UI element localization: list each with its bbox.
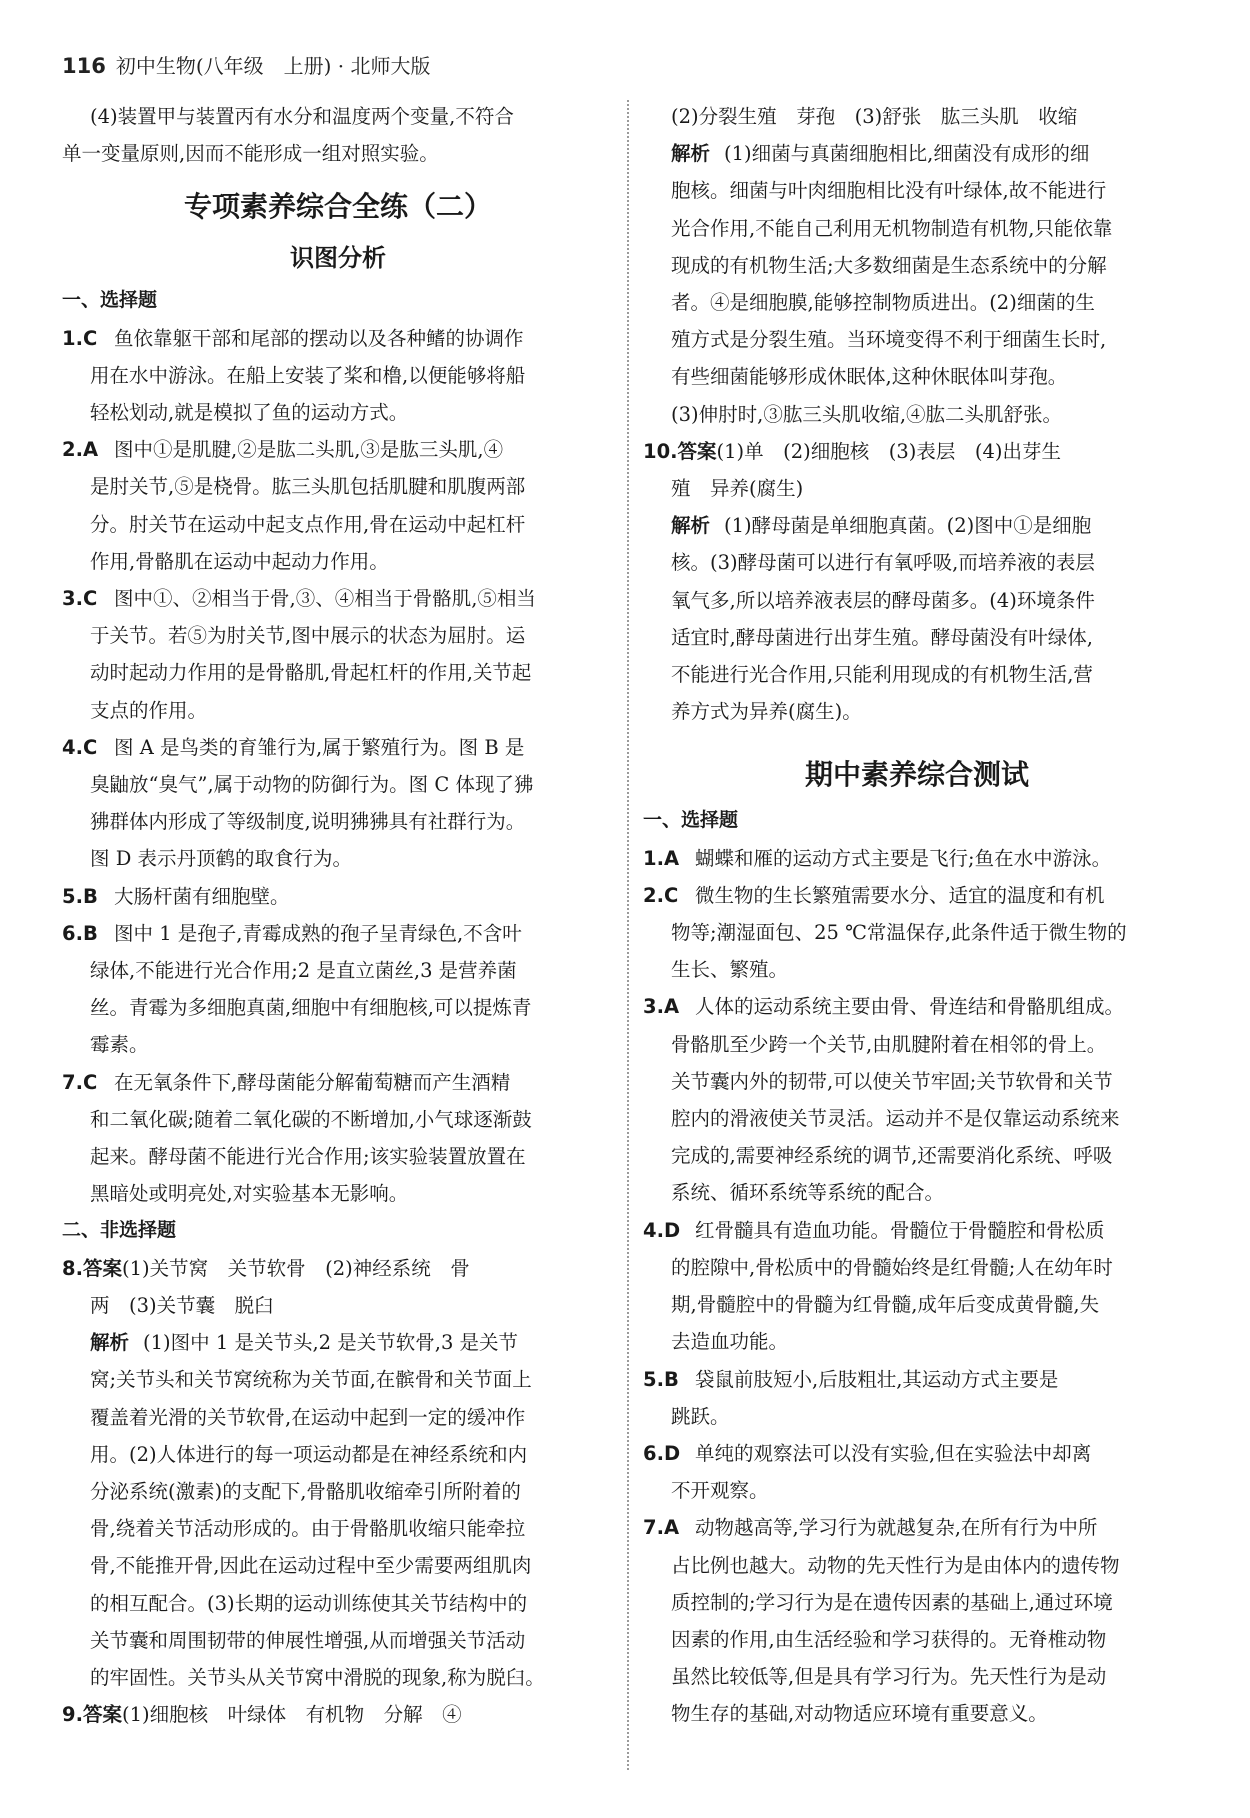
question-text: 图中①、②相当于骨,③、④相当于骨骼肌,⑤相当 [114,587,536,611]
question-number: 7.C [62,1070,98,1094]
question-text: 因素的作用,由生活经验和学习获得的。无脊椎动物 [671,1627,1107,1651]
question-9-continued [643,98,1191,433]
question-text: 红骨髓具有造血功能。骨髓位于骨髓腔和骨松质 [695,1218,1105,1242]
analysis-label: 解析 [671,142,711,166]
page-header [62,48,622,84]
book-title: 初中生物(八年级 上册) · 北师大版 [115,54,431,78]
question-4 [62,729,614,878]
analysis-label: 解析 [90,1331,130,1355]
question-text: 狒群体内形成了等级制度,说明狒狒具有社群行为。 [90,810,526,834]
question-8 [62,1250,614,1696]
question-4 [643,1212,1191,1361]
question-text: 在无氧条件下,酵母菌能分解葡萄糖而产生酒精 [114,1070,511,1094]
answer-text: 两 (3)关节囊 脱臼 [90,1293,274,1317]
question-text: 虽然比较低等,但是具有学习行为。先天性行为是动 [671,1665,1107,1689]
question-text: 支点的作用。 [90,698,208,722]
question-text: 动物越高等,学习行为就越复杂,在所有行为中所 [695,1516,1098,1540]
analysis-text: 殖方式是分裂生殖。当环境变得不利于细菌生长时, [671,328,1107,352]
question-text: 丝。青霉为多细胞真菌,细胞中有细胞核,可以提炼青 [90,996,532,1020]
analysis-text: 分泌系统(激素)的支配下,骨骼肌收缩牵引所附着的 [90,1479,521,1503]
question-6 [62,915,614,1064]
question-number: 2.C [643,883,679,907]
question-text: 物等;潮湿面包、25 ℃常温保存,此条件适于微生物的 [671,921,1127,945]
analysis-text: 核。(3)酵母菌可以进行有氧呼吸,而培养液的表层 [671,551,1095,575]
answer-text: (1)关节窝 关节软骨 (2)神经系统 骨 [121,1256,470,1280]
question-text: 骨骼肌至少跨一个关节,由肌腱附着在相邻的骨上。 [671,1032,1107,1056]
question-text: 关节囊内外的韧带,可以使关节牢固;关节软骨和关节 [671,1069,1113,1093]
question-3 [643,988,1191,1211]
question-5 [62,878,614,915]
question-text: 期,骨髓腔中的骨髓为红骨髓,成年后变成黄骨髓,失 [671,1293,1100,1317]
question-text: 生长、繁殖。 [671,958,789,982]
analysis-label: 解析 [671,514,711,538]
analysis-text: 窝;关节头和关节窝统称为关节面,在髌骨和关节面上 [90,1368,532,1392]
question-text: 去造血功能。 [671,1330,789,1354]
question-text: 占比例也越大。动物的先天性行为是由体内的遗传物 [671,1553,1120,1577]
question-text: 袋鼠前肢短小,后肢粗壮,其运动方式主要是 [695,1367,1059,1391]
question-9 [62,1696,614,1733]
question-text: 轻松划动,就是模拟了鱼的运动方式。 [90,401,409,425]
intro-line: 单一变量原则,因而不能形成一组对照实验。 [62,142,439,166]
analysis-text: 者。④是细胞膜,能够控制物质进出。(2)细菌的生 [671,291,1095,315]
analysis-text: 有些细菌能够形成休眠体,这种休眠体叫芽孢。 [671,365,1068,389]
question-text: 单纯的观察法可以没有实验,但在实验法中却离 [695,1441,1092,1465]
question-7 [62,1064,614,1213]
analysis-text: 覆盖着光滑的关节软骨,在运动中起到一定的缓冲作 [90,1405,526,1429]
analysis-text: 的牢固性。关节头从关节窝中滑脱的现象,称为脱臼。 [90,1665,545,1689]
question-text: 不开观察。 [671,1479,769,1503]
question-text: 绿体,不能进行光合作用;2 是直立菌丝,3 是营养菌 [90,959,517,983]
part-heading: 一、选择题 [643,809,739,832]
analysis-text: 胞核。细菌与叶肉细胞相比没有叶绿体,故不能进行 [671,179,1107,203]
question-2 [62,431,614,580]
analysis-text: 关节囊和周围韧带的伸展性增强,从而增强关节活动 [90,1628,526,1652]
part-heading: 二、非选择题 [62,1219,177,1242]
analysis-text: 用。(2)人体进行的每一项运动都是在神经系统和内 [90,1442,528,1466]
question-text: 臭鼬放“臭气”,属于动物的防御行为。图 C 体现了狒 [90,773,534,797]
question-text: 分。肘关节在运动中起支点作用,骨在运动中起杠杆 [90,512,526,536]
answer-text: (1)细胞核 叶绿体 有机物 分解 ④ [121,1703,462,1727]
question-text: 大肠杆菌有细胞壁。 [114,884,290,908]
answer-text: (2)分裂生殖 芽孢 (3)舒张 肱三头肌 收缩 [671,105,1078,128]
question-text: 人体的运动系统主要由骨、骨连结和骨骼肌组成。 [695,995,1125,1019]
analysis-text: 的相互配合。(3)长期的运动训练使其关节结构中的 [90,1591,528,1615]
answer-text: 殖 异养(腐生) [671,477,804,501]
answer-label: 8.答案 [62,1256,122,1280]
question-1 [62,320,614,432]
question-text: 和二氧化碳;随着二氧化碳的不断增加,小气球逐渐鼓 [90,1107,532,1131]
question-10 [643,433,1191,731]
column-divider [627,100,629,1770]
question-text: 鱼依靠躯干部和尾部的摆动以及各种鳍的协调作 [114,326,524,350]
question-number: 5.B [643,1367,679,1391]
question-text: 起来。酵母菌不能进行光合作用;该实验装置放置在 [90,1145,526,1169]
analysis-text: (1)细菌与真菌细胞相比,细菌没有成形的细 [724,142,1090,166]
question-text: 系统、循环系统等系统的配合。 [671,1181,945,1205]
analysis-text: 骨,不能推开骨,因此在运动过程中至少需要两组肌肉 [90,1554,532,1578]
question-text: 黑暗处或明亮处,对实验基本无影响。 [90,1182,409,1206]
question-1 [643,840,1191,877]
part-heading: 一、选择题 [62,289,158,312]
analysis-text: 骨,绕着关节活动形成的。由于骨骼肌收缩只能牵拉 [90,1517,526,1541]
question-number: 4.C [62,735,98,759]
question-2 [643,877,1191,989]
question-number: 1.A [643,846,680,870]
question-text: 作用,骨骼肌在运动中起动力作用。 [90,549,389,573]
answer-label: 10.答案 [643,439,717,463]
question-text: 蝴蝶和雁的运动方式主要是飞行;鱼在水中游泳。 [695,846,1112,870]
question-text: 微生物的生长繁殖需要水分、适宜的温度和有机 [695,883,1105,907]
question-text: 图中①是肌腱,②是肱二头肌,③是肱三头肌,④ [114,438,504,462]
intro-line: (4)装置甲与装置丙有水分和温度两个变量,不符合 [90,105,514,128]
answer-label: 9.答案 [62,1703,122,1727]
analysis-text: (1)酵母菌是单细胞真菌。(2)图中①是细胞 [724,514,1092,538]
section-subtitle: 识图分析 [290,244,386,273]
left-column [62,98,614,1733]
question-number: 3.C [62,587,98,611]
question-text: 腔内的滑液使关节灵活。运动并不是仅靠运动系统来 [671,1107,1120,1131]
question-number: 6.D [643,1441,681,1465]
question-text: 完成的,需要神经系统的调节,还需要消化系统、呼吸 [671,1144,1113,1168]
answer-text: (1)单 (2)细胞核 (3)表层 (4)出芽生 [716,439,1062,463]
right-column [643,98,1191,1733]
question-text: 是肘关节,⑤是桡骨。肱三头肌包括肌腱和肌腹两部 [90,475,526,499]
question-text: 质控制的;学习行为是在遗传因素的基础上,通过环境 [671,1590,1113,1614]
question-text: 图 A 是鸟类的育雏行为,属于繁殖行为。图 B 是 [114,735,525,759]
question-number: 2.A [62,438,99,462]
analysis-text: (1)图中 1 是关节头,2 是关节软骨,3 是关节 [143,1331,519,1355]
analysis-text: 光合作用,不能自己利用无机物制造有机物,只能依靠 [671,216,1113,240]
page-number: 116 [62,54,106,78]
question-6 [643,1435,1191,1509]
analysis-text: 适宜时,酵母菌进行出芽生殖。酵母菌没有叶绿体, [671,625,1093,649]
question-number: 1.C [62,326,98,350]
question-text: 图 D 表示丹顶鹤的取食行为。 [90,847,353,871]
question-5 [643,1361,1191,1435]
question-number: 6.B [62,921,98,945]
question-text: 于关节。若⑤为肘关节,图中展示的状态为屈肘。运 [90,624,526,648]
question-text: 动时起动力作用的是骨骼肌,骨起杠杆的作用,关节起 [90,661,532,685]
analysis-text: 不能进行光合作用,只能利用现成的有机物生活,营 [671,663,1093,687]
section-title: 期中素养综合测试 [804,758,1029,792]
analysis-text: 养方式为异养(腐生)。 [671,700,862,724]
section-title: 专项素养综合全练（二） [183,190,492,224]
question-text: 用在水中游泳。在船上安装了桨和橹,以便能够将船 [90,363,526,387]
question-text: 物生存的基础,对动物适应环境有重要意义。 [671,1702,1048,1726]
analysis-text: 现成的有机物生活;大多数细菌是生态系统中的分解 [671,253,1107,277]
question-7 [643,1509,1191,1732]
question-text: 图中 1 是孢子,青霉成熟的孢子呈青绿色,不含叶 [114,921,522,945]
question-text: 霉素。 [90,1033,149,1057]
analysis-text: 氧气多,所以培养液表层的酵母菌多。(4)环境条件 [671,588,1095,612]
question-text: 跳跃。 [671,1404,730,1428]
question-3 [62,580,614,729]
question-number: 3.A [643,995,680,1019]
question-number: 7.A [643,1516,680,1540]
question-number: 4.D [643,1218,681,1242]
question-text: 的腔隙中,骨松质中的骨髓始终是红骨髓;人在幼年时 [671,1255,1113,1279]
analysis-text: (3)伸肘时,③肱三头肌收缩,④肱二头肌舒张。 [671,402,1063,426]
question-number: 5.B [62,884,98,908]
